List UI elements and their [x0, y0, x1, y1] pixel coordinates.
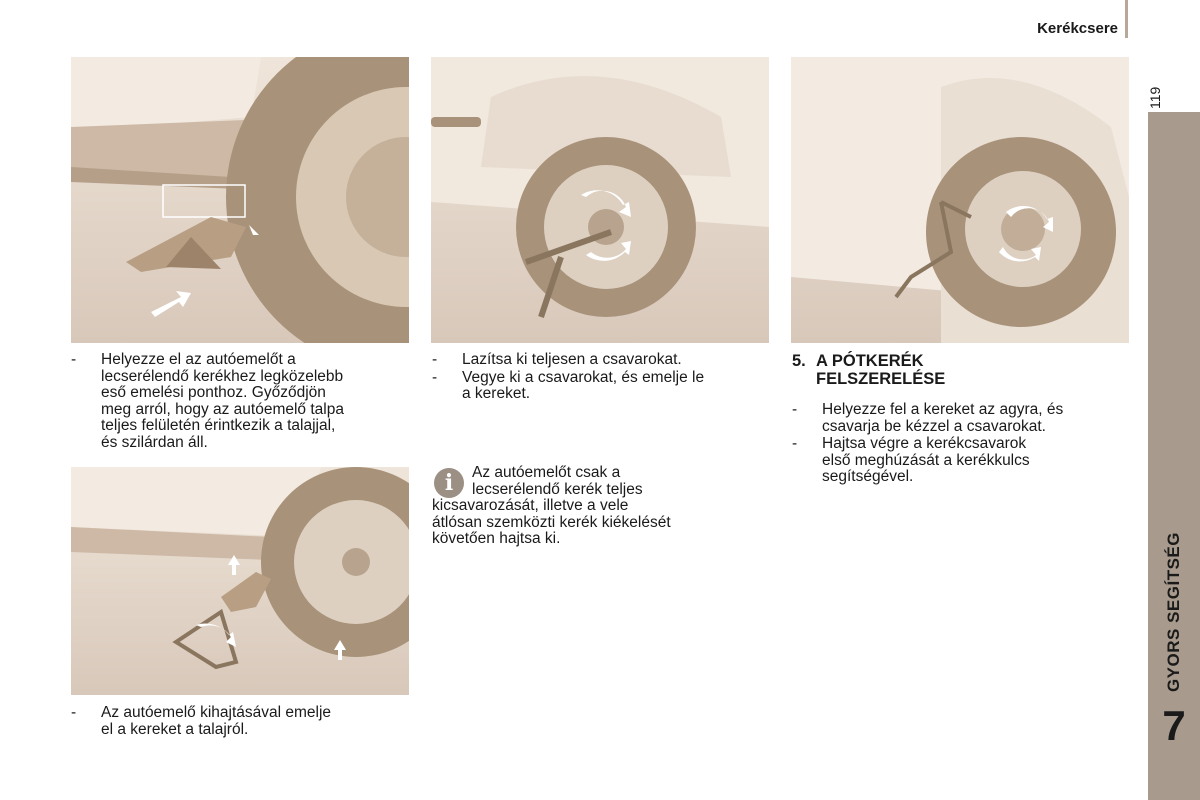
chapter-tab-label-wrap — [1148, 120, 1200, 692]
text-line: átlósan szemközti kerék kiékelését — [432, 513, 671, 531]
list-item — [792, 402, 1137, 435]
text-line: Az autóemelőt csak a — [472, 464, 621, 481]
text-line: lecserélendő kerékhez legközelebb — [101, 367, 344, 385]
list-dash: - — [792, 435, 798, 452]
section-heading — [792, 352, 1092, 388]
col1-step-b-list — [71, 705, 416, 739]
figure-jack-placement — [71, 57, 409, 343]
text-line: lecserélendő kerék teljes — [472, 480, 643, 498]
list-dash: - — [792, 401, 798, 418]
text-line: Helyezze el az autóemelőt a — [101, 351, 296, 368]
info-note — [432, 465, 752, 548]
text-line: Lazítsa ki teljesen a csavarokat. — [462, 351, 682, 368]
jack-placement-illustration — [71, 57, 409, 343]
chapter-number: 7 — [1162, 702, 1186, 749]
text-line: első meghúzását a kerékkulcs — [822, 451, 1030, 469]
list-dash: - — [71, 704, 77, 721]
list-item — [432, 352, 777, 369]
text-line: a kereket. — [462, 385, 531, 402]
header-divider — [1125, 0, 1128, 38]
text-line: meg arról, hogy az autóemelő talpa — [101, 400, 344, 418]
list-dash: - — [71, 351, 77, 368]
col1-step-a-list — [71, 352, 416, 452]
list-item — [432, 370, 777, 403]
figure-fit-spare-wheel — [791, 57, 1129, 343]
col2-steps-list — [432, 352, 777, 404]
text-line: Hajtsa végre a kerékcsavarok — [822, 435, 1027, 452]
heading-line: A PÓTKERÉK — [816, 352, 924, 370]
list-item — [71, 705, 416, 738]
page-number: 119 — [1147, 86, 1163, 110]
text-line: teljes felületén érintkezik a talajjal, — [101, 417, 336, 434]
info-icon: i — [434, 468, 464, 498]
fit-spare-wheel-illustration — [791, 57, 1129, 343]
text-line: kicsavarozását, illetve a vele — [432, 497, 629, 514]
text-line: követően hajtsa ki. — [432, 530, 561, 547]
text-line: el a kereket a talajról. — [101, 720, 249, 738]
text-line: Vegye ki a csavarokat, és emelje le — [462, 368, 705, 386]
col3-steps-list — [792, 402, 1137, 487]
figure-loosen-bolts — [431, 57, 769, 343]
text-line: és szilárdan áll. — [101, 433, 208, 451]
jack-lifting-illustration — [71, 467, 409, 695]
section-number: 5. — [792, 352, 806, 370]
text-line: Helyezze fel a kereket az agyra, és — [822, 401, 1064, 418]
figure-jack-lifting — [71, 467, 409, 695]
loosen-bolts-illustration — [431, 57, 769, 343]
text-line: Az autóemelő kihajtásával emelje — [101, 704, 332, 721]
list-item — [71, 352, 416, 451]
running-header-title: Kerékcsere — [1037, 20, 1118, 37]
text-line: eső emelési ponthoz. Győződjön — [101, 384, 326, 401]
text-line: csavarja be kézzel a csavarokat. — [822, 417, 1046, 435]
list-item — [792, 436, 1137, 486]
text-line: segítségével. — [822, 468, 914, 485]
list-dash: - — [432, 351, 438, 368]
list-dash: - — [432, 368, 438, 386]
chapter-tab-label: GYORS SEGÍTSÉG — [1164, 531, 1183, 692]
heading-line: FELSZERELÉSE — [816, 370, 946, 388]
